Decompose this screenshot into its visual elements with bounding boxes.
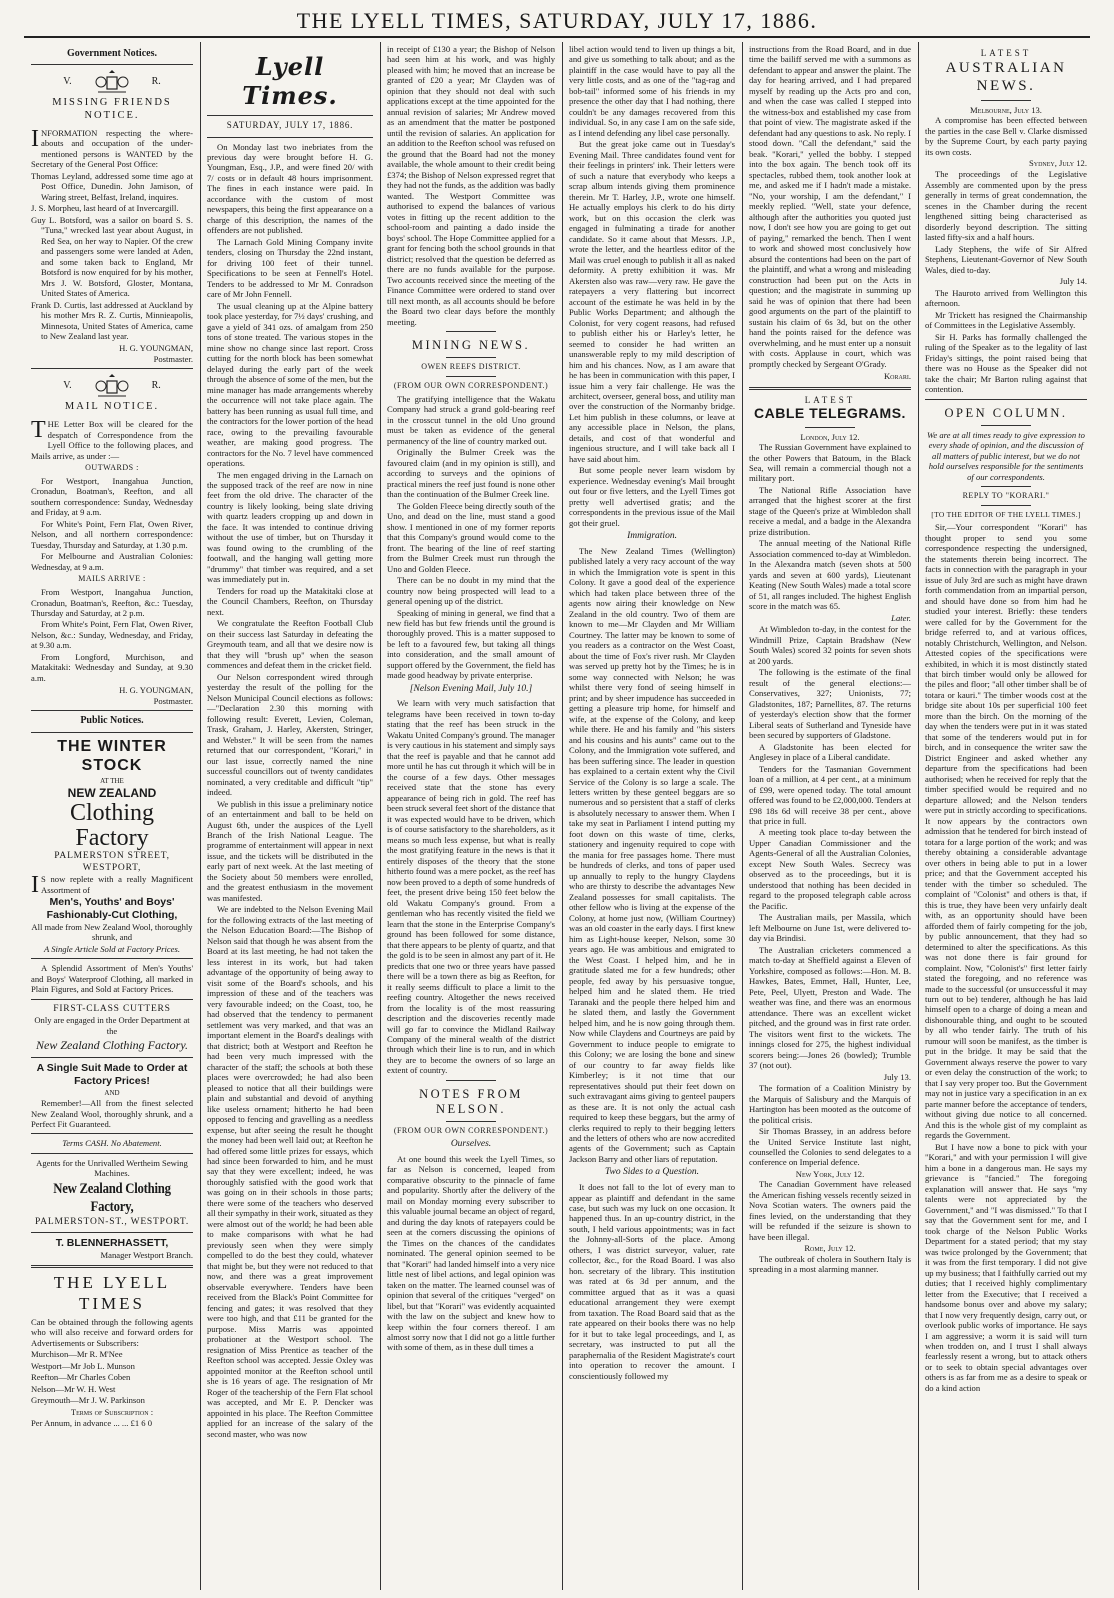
terms-of-subscription: Terms of Subscription : <box>70 1406 154 1417</box>
mail-item: For White's Point, Fern Flat, Owen River, Nelson, and all northern correspondence: Tuesday, Thursday and Saturday, at 1.30 p.m. <box>31 518 193 550</box>
news-paragraph: Mr Trickett has resigned the Chairmanship of Committees in the Legislative Assembly. <box>925 309 1087 331</box>
divider <box>31 732 193 733</box>
divider <box>446 331 496 332</box>
agent-line: Westport—Mr Job L. Munson <box>31 1360 135 1371</box>
letter-paragraph: Sir,—Your correspondent "Korari" has thought proper to send you some correspondence respecting the undersigned, the statements therein being incorrect. The facts in connection with the paragraph in your issue of July 3rd are such as might have drawn forth commendation from an impartial person, and should have done so from him had he studied your interest. Briefly: these tenders were called for by the Government for the bridge referred to, and at various offices, notably Christchurch, Wellington, and Nelson. Attested copies of the specifications were exhibited, in which it is most distinctly stated that birch timber would only be allowed for the piles and floor; "all other timber shall be of totara or kauri." The timber woods cost at the bridge site about 10s per superficial 100 feet more than the birch. On the morning of the day when the tenders were put in it was stated that some of the tenderers would put in for birch, and in consequence the writer saw the District Engineer and asked whether any departure from the specifications had been authorised; when he received for reply that the timber specified would be required and no departure allowed; and the Nelson tenders were put in strictly according to specifications. It now appears by the contractors own admission that he tendered for birch instead of totara for a large portion of the work; and was thereby obtaining a considerable advantage over others in being able to put in a lower price; and that the Government accepted his tender with the timber so scheduled. The complaint of "Colonist" and others is that, if this is true, they have been very unfairly dealt with, as an opportunity should have been afforded them of fairly competing for the job, by public announcement, that they had so determined to alter the specifications. As this was not done there is fair ground for complaint. Now, "Colonist's" first letter fairly stated the foregoing, and no reference was made to the successful (or unsuccessful it may turn out to be) tenderer, although he has laid himself open to a charge of doing a mean and dishonourable thing, and ought to be scouted by all who tender fairly. The truth of his rumour will soon be manifest, as the timber is put in the bridge. It may be said that the Government always reserve the power to vary or even delay the construction of the work; to that I say very proper too. But the Government may not in justice vary a specification in an ex parte manner before the acceptance of tenders, without giving due notice to all concerned. And this is the whole gist of my complaint as regards the Government. <box>925 522 1087 1141</box>
correspondent-label: (FROM OUR OWN CORRESPONDENT.) <box>393 1126 549 1136</box>
missing-intro <box>31 125 193 170</box>
ad-new-zealand: NEW ZEALAND <box>67 786 157 801</box>
divider <box>207 115 373 116</box>
agent-line: Greymouth—Mr J. W. Parkinson <box>31 1395 145 1406</box>
article-paragraph: libel action would tend to liven up things a bit, and give us something to talk about; and as the plaintiff in the case would have to pay all the very little costs, and as one of the "tag-rag and bob-tail" informed some of his friends in my presence the other day that I had nothing, there couldn't be any damages recovered from this individual. So, in any case I am on the safe side, as I intend defending any libel case personally. <box>569 44 735 138</box>
editorial-paragraph: Tenders for road up the Matakitaki close at the Council Chambers, Reefton, on Thursday next. <box>207 585 373 617</box>
cable-paragraph: At Wimbledon to-day, in the contest for the Windmill Prize, Captain Bradshaw (New South Wales) scored 32 points for seven shots at 200 yards. <box>749 624 911 666</box>
cable-paragraph: A meeting took place to-day between the Upper Canadian Commissioner and the Agents-General of all the Australian Colonies, except New South Wales. Secrecy was observed as to the proceedings, but it is understood that nothing has been decided in regard to the proposed telegraph cable across the Pacific. <box>749 827 911 911</box>
royal-coat-of-arms-icon <box>94 69 130 95</box>
government-notices-heading: Government Notices. <box>67 48 157 59</box>
column-2 <box>200 40 380 1592</box>
ad-and: AND <box>104 1088 120 1097</box>
editorial-paragraph: We are indebted to the Nelson Evening Mail for the following extracts of the last meeting of the Nelson Education Board:—The Bishop of Nelson said that though he was absent from the Board at its last meeting, he had not taken the less interest in its work, but had taken advantage of the opportunity of being away to visit some of the Board's schools, and his impression of these and of the teachers was very favourable indeed; on the Coast, too, he had observed that the tendency to permanent settlement was very marked, and that was an important element in the Board's dealings with that district; both at Westport and Reefton he had been very much impressed with the character of the staff; the schools at both these places were overcrowded; he had also been pleased to notice that all their buildings were plain and substantial and devoid of anything like useless ornament; hitherto he had been opposed to fencing and gravelling as a needless expense, but after seeing the result he thought the money had been well laid out; at Reefton he had offered some little prizes for essays, which had since been forwarded to him, and he must say that they were excellent; indeed, he was thoroughly satisfied with the good work that was going on in their schools in those parts; there were some of the teachers who deserved all their sympathy in their work, situated as they were almost out of the world; he had been able to make comparisons with what he had previously seen when they were simply compelled to do the best they could, whatever that might be, but they were not reduced to that now, and there was a great improvement observable everywhere. Tenders have been received from the Black's Point Committee for fencing and gates; it was resolved that they were too high, and that £11 be granted for the purpose. Miss Marris was appointed probationer at the Westport school. The resignation of Miss Prentice as teacher of the Reefton school was accepted. Jessie Oxley was appointed monitor at the Reefton school until she is 16 years of age. The resignation of Mr Roger of the teachership of the Fern Flat school was accepted, and Mr E. P. Dencker was appointed in his place. The Reefton Committee applied for an increase of the salary of the second master, who was now <box>207 904 373 1439</box>
editorial-paragraph: Our Nelson correspondent wired through yesterday the result of the polling for the Nelson Municipal Council elections as follows:—"Declaration 2.30 this morning with following result: Everett, Levien, Coleman, Trask, Graham, J. Harley, Akersten, Stringer, and Webster." It will be seen from the names returned that our correspondent, "Korari," in our last issue, correctly named the nine successful councillors out of twenty candidates nominated, a very creditable and difficult "tip" indeed. <box>207 671 373 798</box>
signature: H. G. YOUNGMAN, <box>119 343 193 354</box>
mail-intro-text: HE Letter Box will be cleared for the despatch of Correspondence from the Lyell Office to the following places, and Mails arrive, as under :— <box>31 419 193 461</box>
divider <box>446 1080 496 1081</box>
news-paragraph: A compromise has been effected between the parties in the case Bell v. Clarke dismissed by the Supreme Court, by each party paying its own costs. <box>925 115 1087 157</box>
divider <box>31 1057 193 1058</box>
signature-title: Postmaster. <box>153 695 193 706</box>
editorial-paragraph: The usual cleaning up at the Alpine battery took place yesterday, for 7½ days' crushing, and gave a yield of 341 ozs. of amalgam from 250 tons of stone treated. The various stopes in the mine show no change since last report. Cross cutting for the north block has been somewhat delayed during the early part of the week through the absence of some of the men, but the mine manager has made arrangements whereby the occurrence will not take place again. The battery has been running as usual full time, and the contractors for the lower portion of the head race, owing to the prevailing favourable weather, are making good progress. The contractors for the No. 7 level have commenced operations. <box>207 300 373 469</box>
paper-date: SATURDAY, JULY 17, 1886. <box>226 119 354 130</box>
agent-line: Murchison—Mr R. M'Nee <box>31 1349 123 1360</box>
owen-reefs-heading: OWEN REEFS DISTRICT. <box>421 362 521 372</box>
ad-nzcf-heading: New Zealand Clothing Factory, <box>53 1180 171 1216</box>
ad-terms: Terms CASH. No Abatement. <box>62 1138 162 1149</box>
missing-entry: J. S. Morpheu, last heard of at Invercargill. <box>31 203 179 214</box>
mining-news-title: MINING NEWS. <box>411 338 531 353</box>
divider <box>749 387 911 390</box>
dateline: Rome, July 12. <box>804 1243 856 1254</box>
cable-paragraph: The National Rifle Association have arranged that the highest scorer at the first stage of the Queen's prize at Wimbledon shall receive a medal, and a badge in the Alexandra prize distribution. <box>749 484 911 537</box>
article-paragraph: At one bound this week the Lyell Times, so far as Nelson is concerned, leaped from comparative obscurity to the pinnacle of fame and popularity. Shortly after the delivery of the mail on Monday morning every subscriber to this valuable journal became an object of regard, and during the day knots of ratepayers could be seen at the corners discussing the opinions of the Times on the chances of the candidates nominated. The general opinion seemed to be that "Korari" had landed himself into a very nice little nest of libel actions, and legal opinion was taken on the matter. The learned counsel was of opinion that several of the critiques "verged" on libel, but that "Korari" was evidently acquainted with the law on the subject and knew how to keep within the four corners thereof. I am almost sorry now that I did not go a little further with some of them, as in these dull times a <box>387 1153 555 1353</box>
ad-replete-text: S now replete with a really Magnificent Assortment of <box>41 874 193 895</box>
later-label: Later. <box>891 612 911 623</box>
article-paragraph: Originally the Bulmer Creek was the favoured claim (and in my opinion is still), and according to surveys and the opinions of practical miners the reef just found is none other than the continuation of the Bulmer Creek line. <box>387 447 555 500</box>
divider <box>31 958 193 959</box>
masthead-rule <box>24 36 1090 38</box>
nelson-mail-source: [Nelson Evening Mail, July 10.] <box>409 683 533 694</box>
news-paragraph: Lady Stephens, the wife of Sir Alfred Stephens, Lieutenant-Governor of New South Wales, died to-day. <box>925 243 1087 275</box>
royal-crest-row <box>31 373 193 399</box>
news-paragraph: The proceedings of the Legislative Assembly are commented upon by the press generally in terms of great condemnation, the scenes in the Chamber during the recent lengthened sitting being characterised as disorderly beyond description. The sitting lasted fifty-six and a half hours. <box>925 169 1087 243</box>
ad-town: WESTPORT, <box>82 862 142 873</box>
cable-paragraph: The Australian mails, per Massila, which left Melbourne on June 1st, were delivered to-day via Brindisi. <box>749 912 911 944</box>
immigration-heading: Immigration. <box>627 531 677 542</box>
ad-remember: Remember!—All from the finest selected New Zealand Wool, thoroughly shrunk, and a Perfect Fit Guaranteed. <box>31 1098 193 1129</box>
open-column-title: OPEN COLUMN. <box>944 405 1068 420</box>
divider <box>981 505 1031 506</box>
reply-title: REPLY TO "KORARI." <box>962 491 1050 501</box>
cable-paragraph: The annual meeting of the National Rifle Association commenced to-day at Wimbledon. In the Alexandra match (seven shots at 500 yards and seven at 600 yards), Lieutenant Keating (New South Wales) made a total score of 51, all ranges included. The highest English score in the match was 65. <box>749 538 911 612</box>
cable-paragraph: The Australian cricketers commenced a match to-day at Sheffield against a Eleven of Yorkshire, composed as follows:—Hon. M. B. Hawkes, Bates, Emmet, Hall, Hunter, Lee, Pete, Peel, Ulyett, Preston and Wade. The weather was fine, and there was an enormous attendance. There was an excellent wicket pitched, and the ground was in first rate order. The visitors went first to the wickets. The innings closed for 275, the highest individual scorers being:—Jones 26 (bowled); Trumble 37 (not out). <box>749 944 911 1071</box>
column-6 <box>918 40 1094 1592</box>
missing-entry: Thomas Leyland, addressed some time ago at Post Office, Dunedin. John Jamison, of Waring street, Belfast, Ireland, inquires. <box>31 170 193 202</box>
dateline: Melbourne, July 13. <box>970 104 1042 115</box>
divider <box>446 376 496 377</box>
per-annum: Per Annum, in advance ... ... £1 6 0 <box>31 1418 153 1429</box>
article-paragraph: The New Zealand Times (Wellington) published lately a very racy account of the way in which the Immigration vote is spent in this Colony. It gave a good deal of the experience which had taken place between three of the agents now airing their knowledge on New Zealand in the old country. Two of them are known to me—Mr Clayden and Mr William Courtney. The latter may be known to some of you readers as a contractor on the West Coast, about the time of Fox's river rush. Mr Clayden was served up pretty hot by the Times; he is in some way connected with Nelson; he was whilst there very fond of seeing himself in print; and by sheer impudence has succeeded in getting a pleasure trip home, for himself and wife, at the expense of the Colony, and keep while there. He and his family and "his sisters and his cousins and his aunts" came out to the Colony, and the Immigration vote suffered, and has been suffering since. The leader in question has explained to a certain extent why the Civil Service of the Colony is so large a scale. The letters written by these genteel beggars are so numerous and so persistent that a staff of clerks is absolutely necessary to answer them. When I take my seat in Parliament I intend putting my foot down on this waste of time, clerks, stationery and ingenuity required to cope with the mania for free passages home. There must be hundreds of clerks, and tons of paper used up annually to reply to the hungry Claydens who are thirsty to describe the advantages New Zealand possesses for small capitalists. The other fellow who is living at the expense of the Colony, at home just now, (William Courtney) was an old coaster in the early days. I first knew him as Light-house keeper, Nelson, some 30 years ago. He was ambitious and emigrated to the West Coast. I helped him, and he in gratitude slated me for a few hundreds; other people, fed away by his persuasive tongue, helped him and he slated them. He tried Taranaki and the people there helped him and he slated them, and lastly the Government helped him, and he is now going through them. Now while Claydens and Courtneys are paid by Government to induce people to emigrate to this Colony; we are losing the bone and sinew of our country to far away fields like Kimberley; is it not time that our representatives should put their feet down on such extravagant aims giving to genteel paupers as these are. It is not only the actual cash required to keep these beggars, but the army of clerks required to reply to their begging letters and the letters of others who are now accredited agents of the Government; such as Captain Jackson Barry and other liars of reputation. <box>569 545 735 1164</box>
ourselves-heading: Ourselves. <box>450 1139 492 1150</box>
drop-cap: T <box>31 417 46 444</box>
article-paragraph: in receipt of £130 a year; the Bishop of Nelson had seen him at his work, and was highly pleased with him; he moved that an increase be granted of £20 a year; Mr Clayden was of opinion that they should not deal with such applications except at the time appointed for the annual revision of salaries; Mr Andrew moved as an amendment that the matter be postponed until the revision of salaries. An application for an addition to the Reefton school was refused on the ground that the Board had not the money available, the whole amount to their credit being £374; the Bishop of Nelson expressed regret that they had not the funds, as the addition was badly wanted. The Westport Committee was authorised to expend the balances of various votes in fitting up the recent addition to the school-room and painting a dado inside the boys' school. The Hope Committee applied for a grant for fencing both the school grounds in that district; resolved that the question be deferred as there are no funds available for the purpose. Two accounts received since the meeting of the Finance Committee were ordered to stand over till next month, as all accounts should be before the Board two clear days before the monthly meeting. <box>387 44 555 327</box>
ad-cutters: FIRST-CLASS CUTTERS <box>53 1003 171 1014</box>
ad-at-the: AT THE <box>100 776 124 785</box>
paper-title: Lyell Times. <box>242 52 338 111</box>
notes-from-nelson-title: NOTES FROM NELSON. <box>419 1086 523 1117</box>
r-letter: R. <box>151 76 161 88</box>
editorial-paragraph: The men engaged driving in the Larnach on the supposed track of the reef are now in nine feet from the old drive. The character of the country is likely looking, being slate driving with quartz leaders cropping up and down in the face. It was intended to continue driving without the use of timber, but on Thursday it was found owing to the crumbling of the footwall, and the hanging wall getting more "drummy" that timber was required, and a set was immediately put in. <box>207 469 373 585</box>
agent-line: Nelson—Mr W. H. West <box>31 1383 116 1394</box>
cable-paragraph: The following is the estimate of the final result of the general elections:—Conservatives, 327; Unionists, 77; Gladstonites, 187; Parnellites, 87. The returns of yesterday's election show that the former Liberal seats of Sutherland and Tyneside have been secured by supporters of Gladstone. <box>749 667 911 741</box>
correspondent-label: (FROM OUR OWN CORRESPONDENT.) <box>393 381 549 391</box>
cable-paragraph: The Russian Government have explained to the other Powers that Batoum, in the Black Sea, will remain a commercial though not a military port. <box>749 442 911 484</box>
mail-item: From Westport, Inangahua Junction, Cronadun, Boatman's, Reefton, &c.: Tuesday, Thursday and Saturday, at 2 p.m. <box>31 587 193 618</box>
dateline: Sydney, July 12. <box>1028 157 1087 168</box>
article-paragraph: Speaking of mining in general, we find that a new field has but few friends until the ground is thoroughly proved. This is a matter supposed to be left to a favoured few, but taking all things into consideration, and the small amount of support offered by the Government, the field has made good headway by private enterprise. <box>387 607 555 681</box>
dateline: London, July 12. <box>800 431 860 442</box>
outwards-heading: OUTWARDS : <box>85 463 139 473</box>
to-editor: [TO THE EDITOR OF THE LYELL TIMES.] <box>931 510 1081 520</box>
editorial-paragraph: On Monday last two inebriates from the previous day were brought before H. G. Youngman, Esq., J.P., and were fined 20/ with 7/ costs or in default 48 hours imprisonment. The fines in each instance were paid. In accordance with the custom of most newspapers, this being the first appearance on a charge of this description, the names of the offenders are not published. <box>207 141 373 236</box>
divider <box>31 1153 193 1154</box>
agent-line: Reefton—Mr Charles Coben <box>31 1372 131 1383</box>
column-5 <box>742 40 918 1592</box>
mail-item: From Longford, Murchison, and Matakitaki: Wednesday and Sunday, at 9.30 a.m. <box>31 651 193 683</box>
royal-crest-row <box>31 69 193 95</box>
article-paragraph: The gratifying intelligence that the Wakatu Company had struck a grand gold-bearing reef in the crosscut tunnel in the old Uno ground must be taken as evidence of the general permanency of the line of country marked out. <box>387 393 555 446</box>
ad-replete <box>31 872 193 899</box>
column-4 <box>562 40 742 1592</box>
divider <box>446 357 496 358</box>
divider <box>981 425 1031 426</box>
column-1 <box>24 40 200 1592</box>
lyell-times-agents-title: THE LYELL TIMES <box>53 1273 171 1314</box>
australian-news-title: AUSTRALIAN NEWS. <box>945 59 1067 95</box>
divider <box>981 486 1031 487</box>
cable-paragraph: The Canadian Government have released the American fishing vessels recently seized in Nova Scotian waters. The owners paid the fines levied, on the understanding that they will be refunded if the seizure is shown to have been illegal. <box>749 1179 911 1242</box>
cable-paragraph: Tenders for the Tasmanian Government loan of a million, at 4 per cent., at a minimum of £99, were opened today. The total amount offered was found to be £2,000,000. Tenders at £98 18s 6d will receive 38 per cent., above that price in full. <box>749 763 911 826</box>
ad-single-suit: A Single Suit Made to Order at Factory Prices! <box>36 1061 188 1087</box>
ad-winter-stock: THE WINTER STOCK <box>57 737 167 775</box>
divider <box>31 999 193 1000</box>
royal-coat-of-arms-icon <box>94 373 130 399</box>
cable-telegrams-title: CABLE TELEGRAMS. <box>754 405 906 422</box>
mail-intro <box>31 419 193 461</box>
divider <box>31 368 193 369</box>
drop-cap: I <box>31 872 39 899</box>
mails-arrive-heading: MAILS ARRIVE : <box>78 574 146 584</box>
author-signature: Korari. <box>883 371 911 382</box>
ad-clothing-factory: Clothing Factory <box>69 799 154 851</box>
article-paragraph: We learn with very much satisfaction that telegrams have been received in town to-day stating that the reef has been struck in the Wakatu United Company's ground. The manager is very cautious in his statement and simply says that the reef is payable and that he cannot add more until he has cut through it which will be in the course of a few days. Other messages received state that the stone has every appearance of being rich in gold. The reef has been struck several feet short of the distance that it was expected would have to be driven, which is of course satisfactory to the shareholders, as it means so much less expense, but what is really the most gratifying feature in the news is that it entirely disposes of the theory that the stone hitherto found was a mere pocket, as the reef has now been proved to a depth of some hundreds of feet, the present drive being 150 feet below the old Wakatu Company's ground. From a gentleman who has recently visited the field we learn that the stone in the Enterprise Company's ground has been followed for some distance, that there appears to be plenty of quartz, and that the gold is to be seen in almost any part of it. He predicts that one two or three years have passed there will be a town there as big as Reefton, for it really seems difficult to place a limit to the reefing country. Altogether the news received from the locality is of the most reassuring description and the discoveries recently made will go far to convince the Midland Railway Company of the mineral wealth of the district through which their line is to run, and in which they are to become the owners of so large an extent of country. <box>387 698 555 1076</box>
ad-splendid: A Splendid Assortment of Men's Youths' and Boys' Waterproof Clothing, all marked in Plain Figures, and Sold at Factory Prices. <box>31 963 193 995</box>
divider <box>981 100 1031 101</box>
dateline: July 13. <box>883 1071 911 1082</box>
missing-intro-text: NFORMATION respecting the where-abouts and occupation of the under-mentioned persons is WANTED by the Secretary of the General Post Office: <box>31 127 193 170</box>
r-letter: R. <box>151 380 161 392</box>
mail-item: From White's Point, Fern Flat, Owen River, Nelson, &c.: Sunday, Wednesday, and Friday, at 9.30 a.m. <box>31 619 193 651</box>
divider <box>31 1232 193 1233</box>
article-paragraph: It does not fall to the lot of every man to appear as plaintiff and defendant in the same case, but such was my luck on one occasion. It happened thus. In an up-country district, in the south, I held various appointments; was in fact the Johnny-all-Sorts of the place. Among others, I was district surveyor, valuer, rate collector, &c., for the Road Board. I was also hon. secretary of the library. This institution was rated at 6s 3d per annum, and the committee argued that as it was a quasi educational arrangement they were exempt from taxation. The Road Board said that as the rate appeared on their books there was no help for it but to take legal proceedings, and I, as secretary, was instructed to put all the paraphernalia of the Resident Magistrate's court into operation to recover the amount. I conscientiously followed my <box>569 1182 735 1381</box>
missing-friends-title: MISSING FRIENDS NOTICE. <box>52 97 172 121</box>
masthead-title: THE LYELL TIMES, SATURDAY, JULY 17, 1886. <box>296 8 818 33</box>
open-column-note: We are at all times ready to give expression to every shade of opinion, and the discussion of all matters of public interest, but we do not hold ourselves responsible for the sentiments of our correspondents. <box>927 429 1085 482</box>
signature: H. G. YOUNGMAN, <box>119 685 193 696</box>
lyell-agents-text: Can be obtained through the following agents who will also receive and forward orders for Advertisements or Subscribers: <box>31 1316 193 1348</box>
cable-paragraph: The formation of a Coalition Ministry by the Marquis of Salisbury and the Marquis of Hartington has been mooted as the outcome of the political crisis. <box>749 1083 911 1125</box>
divider <box>805 427 855 428</box>
article-paragraph: instructions from the Road Board, and in due time the bailiff served me with a summons as defendant to appear and answer the plaint. The day for hearing arrived, and I had prepared myself by reading up the Acts pro and con, and when the case was called I stepped into the witness-box and established my case from that point of view. The magistrate asked if the defendant had any questions to ask. No reply. I stood down. "Call the defendant," said the beak. "Korari," yelled the bobby. I stepped into the box again. The bench took off its spectacles, rubbed them, took another look at me, and asked me if I hadn't made a mistake. "No, your worship, I am the defendant," I meekly replied. "Well, state your defence, although after the authorities you quoted just now, I don't see how you are going to get out of paying," remarked the bench. Then I went to work and showed most conclusively how absurd the contentions had been on the part of the plaintiff, and what a wrong and misleading construction had been put on the Acts in question; and the magistrate in summing up said he was of opinion that there had been good arguments on the part of the plaintiff to sustain his claim of 6s 3d, but on the other hand the points raised for the defence was overwhelming, and he must enter up a nonsuit with costs. Applause in court, which was promptly checked by Sergeant O'Grady. <box>749 44 911 369</box>
ad-manager: T. BLENNERHASSETT, <box>55 1237 169 1250</box>
v-letter: V. <box>63 76 72 88</box>
editorial-paragraph: We publish in this issue a preliminary notice of an entertainment and ball to be held on August 6th, under the auspices of the Lyell Branch of the Irish National League. The programme of entertainment will appear in next issue, and the tickets will be distributed in the early part of next week. At the last meeting of the Society about 50 members were enrolled, and the greatest enthusiasm in the movement was manifested. <box>207 798 373 903</box>
mail-notice-title: MAIL NOTICE. <box>64 401 160 413</box>
article-paragraph: But some people never learn wisdom by experience. Wednesday evening's Mail brought out four or five letters, and the Lyell Times got pretty well advertised gratis; and the correspondents in the previous issue of the Mail got their gruel. <box>569 465 735 528</box>
divider <box>31 1265 193 1268</box>
article-paragraph: The Golden Fleece being directly south of the Uno, and dead on the line, must stand a good show. I mentioned in one of my former reports that this Company's ground would come to the front. The bearing of the line of reef starting from the Bulmer Creek must run through the Uno and Golden Fleece. <box>387 500 555 574</box>
drop-cap: I <box>31 125 39 152</box>
v-letter: V. <box>63 380 72 392</box>
ad-cutters-text: Only are engaged in the Order Department at the <box>34 1015 190 1036</box>
divider <box>207 137 373 138</box>
cable-paragraph: A Gladstonite has been elected for Anglesey in place of a Liberal candidate. <box>749 741 911 763</box>
letter-paragraph: But I have now a bone to pick with your "Korari," and with your permission I will give him a bone in a dangerous man. He says my grievance is "fancied." The foregoing explanation will answer that. He says "my talents were not appreciated by the Government," and "I was dismissed." To that I say that the Government sent for me, and I took charge of the Nelson Public Works Department for a stated period; that my stay was twice prolonged by the Government; that it was from the first temporary. I did not give up my business; that I faithfully carried out my duties; that I received highly complimentary letter from the Executive; that I received a handsome bonus over and above my salary; that I now very frequently design, carry out, or overlook public works of importance. He says I am aggressive; a worm it is said will turn when trodden on, and I trust I shall always fearlessly resent a wrong, but to attack others or to seek to obtain special advantages over others is as far from me as a desire to speak or do a kind action <box>925 1141 1087 1393</box>
mail-item: For Melbourne and Australian Colonies: Wednesday, at 9 a.m. <box>31 551 193 572</box>
cable-paragraph: Sir Thomas Brassey, in an address before the United Service Institute last night, counselled the Colonies to send delegates to a conference on Imperial defence. <box>749 1126 911 1168</box>
missing-entry: Guy L. Botsford, was a sailor on board S. S. "Tuna," wrecked last year about August, in Red Sea, on her way to Napier. Of the crew and passengers some were landed at Aden, and some taken back to England, Mr Botsford is now enquired for by his mother, Mrs J. W. Botsford, Gloster, Montana, United States of America. <box>31 214 193 299</box>
ad-mens-text: All made from New Zealand Wool, thoroughly shrunk, and <box>31 921 193 943</box>
two-sides-heading: Two Sides to a Question. <box>604 1167 700 1178</box>
divider <box>31 1133 193 1134</box>
divider <box>31 64 193 65</box>
divider <box>31 710 193 711</box>
dateline: July 14. <box>1059 276 1087 287</box>
ad-street: PALMERSTON STREET, <box>54 851 170 862</box>
news-paragraph: The Hauroto arrived from Wellington this afternoon. <box>925 287 1087 309</box>
mail-item: For Westport, Inangahua Junction, Cronadun, Boatman's, Reefton, and all southern correspondence: Sunday, Wednesday and Friday, at 9 a.m. <box>31 475 193 518</box>
missing-entry: Frank D. Curtis, last addressed at Auckland by his mother Mrs R. Z. Curtis, Minnieapolis, Minnesota, United States of America, came to New Zealand last year. <box>31 299 193 341</box>
dateline: New York, July 12. <box>795 1168 865 1179</box>
ad-agents: Agents for the Unrivalled Wertheim Sewing Machines. <box>36 1157 188 1179</box>
ad-street-2: PALMERSTON-ST., WESTPORT. <box>34 1216 190 1227</box>
latest-label: LATEST <box>980 48 1032 58</box>
ad-mens-clothing: Men's, Youths' and Boys' Fashionably-Cut Clothing, <box>46 896 178 922</box>
editorial-paragraph: The Larnach Gold Mining Company invite tenders, closing on Thursday the 22nd instant, for driving 100 feet of their tunnel. Specifications to be seen at Fennell's Hotel. Tenders to be addressed to Mr M. Conradson care of Mr John Fennell. <box>207 236 373 300</box>
article-paragraph: There can be no doubt in my mind that the country now being prospected will lead to a general opening up of the district. <box>387 575 555 607</box>
column-3 <box>380 40 562 1592</box>
ad-single-article: A Single Article Sold at Factory Prices. <box>44 943 180 954</box>
ad-manager-sub: Manager Westport Branch. <box>100 1249 193 1260</box>
divider <box>446 1121 496 1122</box>
signature-title: Postmaster. <box>153 353 193 364</box>
news-paragraph: Sir H. Parks has formally challenged the ruling of the Speaker as to the legality of last Friday's sittings, the point raised being that there was no House as the Speaker did not take the chair; Mr Barton ruling against that contention. <box>925 331 1087 395</box>
ad-nzcf-italic: New Zealand Clothing Factory. <box>36 1038 188 1053</box>
divider <box>925 399 1087 400</box>
masthead <box>0 0 1114 40</box>
editorial-paragraph: We congratulate the Reefton Football Club on their success last Saturday in defeating the Greymouth team, and all that we desire now is that they will "brush up" when the season commences and defeat them in the cricket field. <box>207 618 373 671</box>
latest-label: LATEST <box>804 394 856 405</box>
public-notices-heading: Public Notices. <box>80 715 144 727</box>
cable-paragraph: The outbreak of cholera in Southern Italy is spreading in a most alarming manner. <box>749 1253 911 1275</box>
article-paragraph: But the great joke came out in Tuesday's Evening Mail. Three candidates found vent for their feelings in printers' ink. Their letters were of such a nature that everybody who keeps a scrap album intends giving them prominence therein. Mr T. Harley, J.P., wrote one himself. He actually employs his clerk to do his dirty work, but on this occasion the clerk was engaged in fulminating a tirade for another candidate. So it came about that Messrs. J.P., wrote the letter, and the heartless editor of the Mail was cruel enough to publish it all as naked deformity. A pretty exhibition it was. Mr Akersten also was raw—very raw. He gave the ratepayers a very flattering but incorrect account of the estimate he was held in by the Public Works Department; and although the Colonist, for very cogent reasons, had refused to publish either his or Harley's letter, he seemed to consider he had written an unanswerable reply to my mild description of him and his chances. Now, as I am aware that he has been in communication with this paper, I issue him a very fair challenge. He was the architect, overseer, general boss, and utility man over the construction of the Normanby bridge. Let him publish in these columns, or leave at any accessible place in Nelson, the plans, details, and cost of that wonderful and ingenious structure, and I will take back all I have said about him. <box>569 139 735 464</box>
